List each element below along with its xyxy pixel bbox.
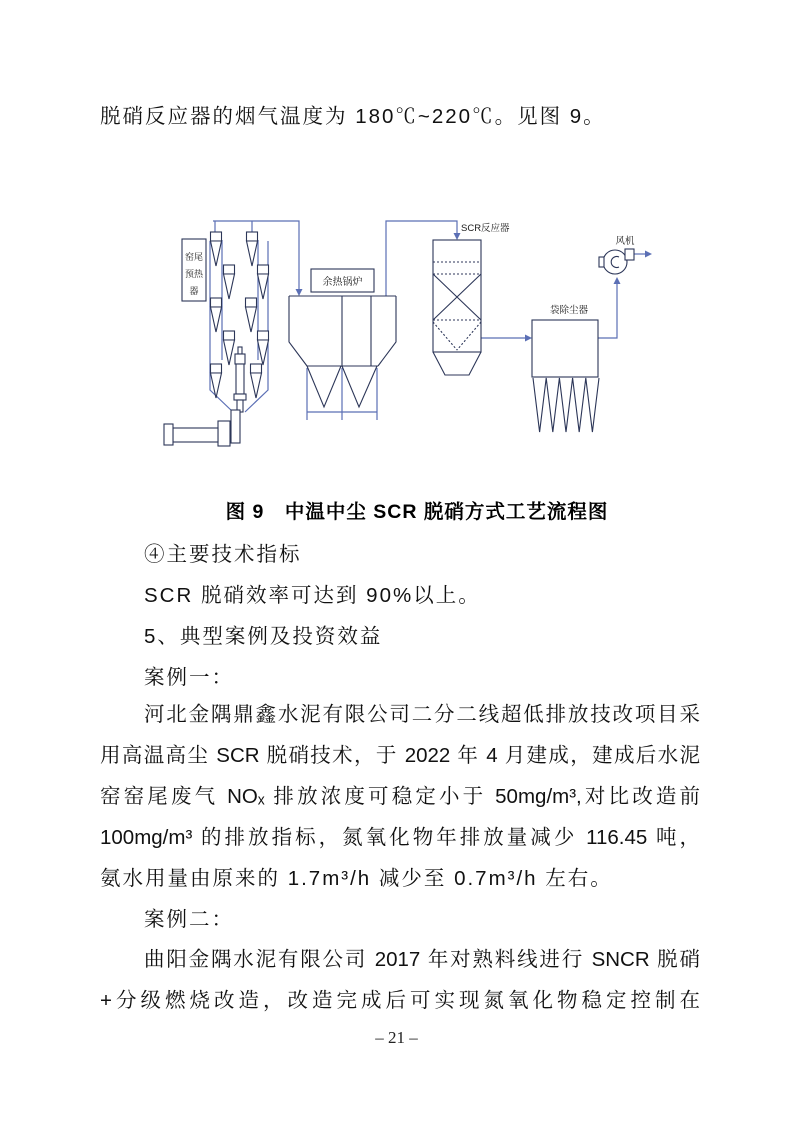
arrow-into-boiler [296,289,303,296]
figure-caption: 图 9 中温中尘 SCR 脱硝方式工艺流程图 [225,501,609,523]
case1-line-1: 河北金隅鼎鑫水泥有限公司二分二线超低排放技改项目采 [144,703,700,726]
rotary-kiln [164,410,240,446]
case2-label: 案例二： [144,908,234,931]
arrow-into-fan [614,277,621,284]
preheater-label-line2: 预热 [184,269,204,279]
scr-reactor-label: SCR反应器 [461,223,510,234]
preheater-label-line1: 窑尾 [184,252,204,262]
tech-indicator-text: SCR 脱硝效率可达到 90%以上。 [144,584,481,607]
boiler-bottom-frame [307,368,377,420]
bag-dust-collector [532,320,599,432]
calciner-column [234,347,246,412]
cases-heading: 5、典型案例及投资效益 [144,625,383,648]
case1-line-5: 氨水用量由原来的 1.7m³/h 减少至 0.7m³/h 左右。 [100,867,613,890]
flow-bagfilter-to-fan [598,283,617,338]
arrow-into-scr [454,233,461,240]
page-number: – 21 – [375,1028,418,1047]
case1-line-2: 用高温高尘 SCR 脱硝技术，于 2022 年 4 月建成，建成后水泥 [100,744,700,767]
preheater-label-line3: 器 [189,286,199,296]
arrow-into-bagfilter [525,335,532,342]
scr-reactor [433,240,481,375]
equipment-shapes [164,232,634,446]
boiler-label: 余热锅炉 [322,277,363,288]
case1-label: 案例一： [144,666,234,689]
filter-bags [533,378,599,432]
case1-line-4: 100mg/m³ 的排放指标，氮氧化物年排放量减少 116.45 吨， [100,826,700,849]
case1-line-3: 窑窑尾废气 NOₓ 排放浓度可稳定小于 50mg/m³,对比改造前 [100,785,700,808]
fan-label: 风机 [615,236,635,247]
process-flow-diagram [150,195,720,465]
tech-indicator-heading: ④主要技术指标 [144,543,302,566]
fan-icon [599,249,634,274]
case2-line-2: +分级燃烧改造，改造完成后可实现氮氧化物稳定控制在 [100,989,700,1012]
bag-filter-label: 袋除尘器 [549,305,589,316]
arrow-outlet [645,251,652,258]
case2-line-1: 曲阳金隅水泥有限公司 2017 年对熟料线进行 SNCR 脱硝 [144,948,700,971]
intro-line: 脱硝反应器的烟气温度为 180℃~220℃。见图 9。 [100,105,606,128]
